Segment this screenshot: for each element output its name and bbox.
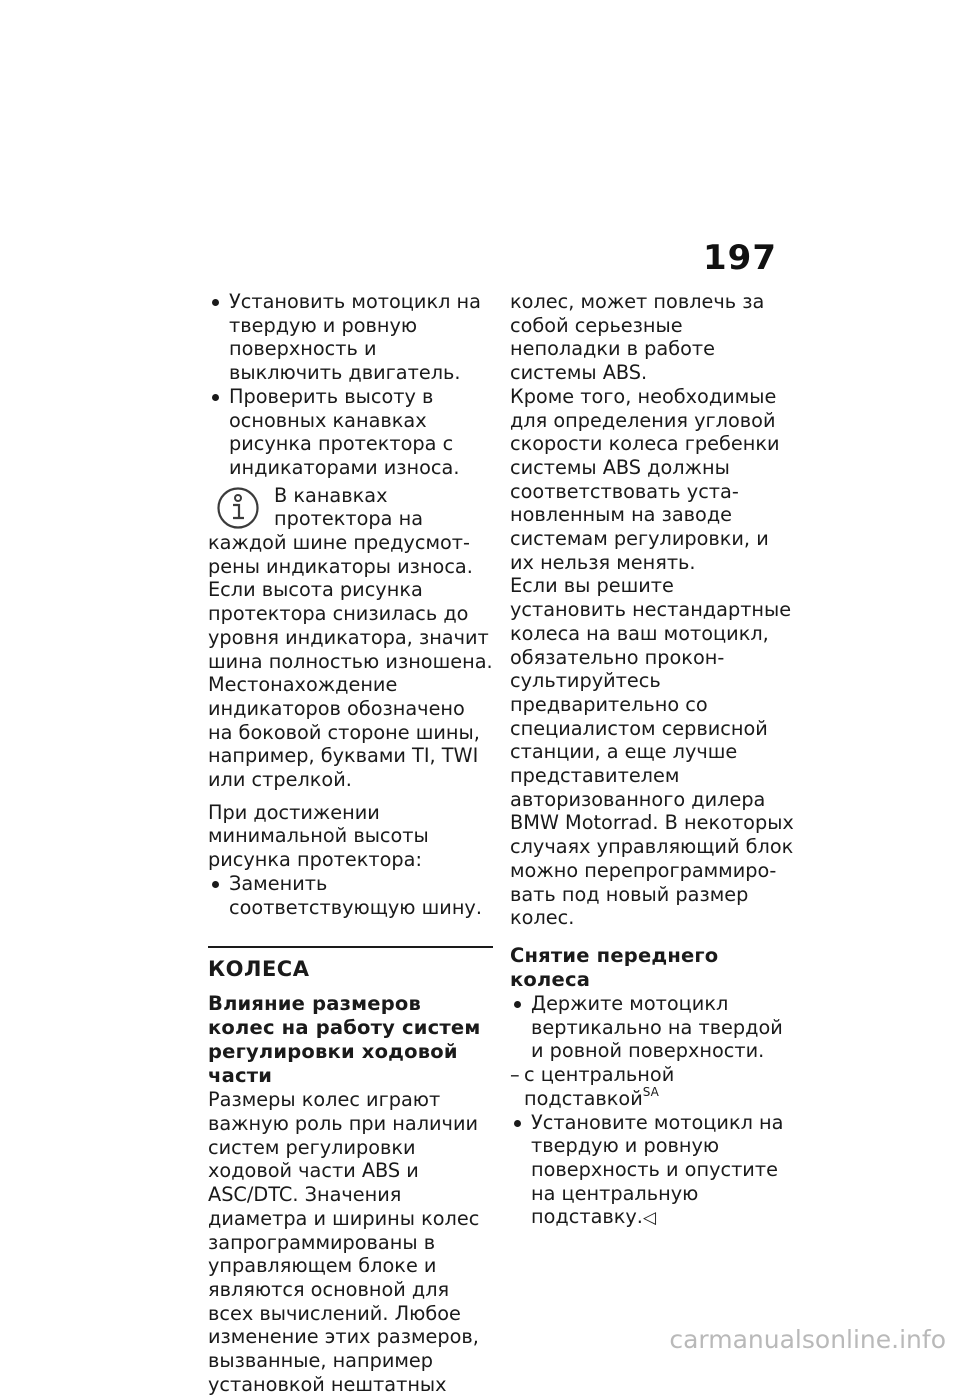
bullet-install-text: Установите мотоцикл на твердую и ровную поверхность и опустите на центральную подставку. bbox=[531, 1110, 784, 1229]
sa-mark: SA bbox=[642, 1084, 659, 1099]
end-mark: ◁ bbox=[642, 1208, 657, 1229]
para-grooves: Кроме того, необходимые для определения угловой скорости колеса гребенки системы ABS должны соответствовать установленным на заводе системам регулировки, и их нельзя менять. bbox=[510, 384, 780, 574]
right-column bbox=[510, 290, 795, 1231]
bullet-install-bike: Установить мотоцикл на твердую и ровную поверхность и выключить двигатель. bbox=[208, 290, 493, 385]
para-wheel-sizes: Размеры колес играют важную роль при наличии систем регулировки ходовой части ABS и ASC/DTC. Значения диаметра и ширины колес запрограммированы в управляющем блоке и являются основной для всех вычислений. Любое изменение этих размеров, вызванные, например установкой нештатных bbox=[208, 1088, 480, 1396]
dash-central-stand bbox=[510, 1063, 795, 1110]
bullet-hold-bike: Держите мотоцикл вертикально на твердой и ровной поверхности. bbox=[510, 992, 795, 1063]
bullet-replace-tire: Заменить соответствующую шину. bbox=[208, 872, 493, 919]
para-dealer: Если вы решите установить нестандартные колеса на ваш мотоцикл, обязательно проконсультируйтесь предварительно со специалистом сервисной станции, а еще лучше представителем авторизованного дилера BMW Motorrad. В некоторых случаях управляющий блок можно перепрограммировать под новый размер колес. bbox=[510, 574, 794, 930]
note-text: В канавках протектора на каждой шине предусмотрены индикаторы износа. Если высота рисунка протектора снизилась до уровня индикатора, значит шина полностью изношена. Местонахождение индикаторов обозначено на боковой стороне шины, например, буквами TI, TWI или стрелкой. bbox=[208, 483, 493, 792]
dash-stand-text: с центральной подставкой bbox=[524, 1063, 675, 1110]
watermark: carmanualsonline.info bbox=[669, 1325, 946, 1354]
section-title: КОЛЕСА bbox=[208, 957, 310, 982]
info-icon bbox=[216, 486, 260, 530]
left-column bbox=[208, 290, 493, 1396]
heading-front-wheel: Снятие переднего колеса bbox=[510, 943, 719, 991]
section-divider bbox=[208, 946, 493, 948]
para-continue: колес, может повлечь за собой серьезные неполадки в работе системы ABS. bbox=[510, 290, 765, 385]
subsection-title: Влияние размеров колес на работу систем регулировки ходовой части bbox=[208, 992, 481, 1088]
bullet-install-stand bbox=[510, 1111, 795, 1232]
tread-wear-note bbox=[208, 484, 493, 792]
dash-mark: – bbox=[510, 1063, 520, 1087]
bullet-check-tread: Проверить высоту в основных канавках рисунка протектора с индикаторами износа. bbox=[208, 385, 493, 480]
min-tread-text: При достижении минимальной высоты рисунка протектора: bbox=[208, 800, 429, 872]
page-number: 197 bbox=[703, 238, 777, 278]
